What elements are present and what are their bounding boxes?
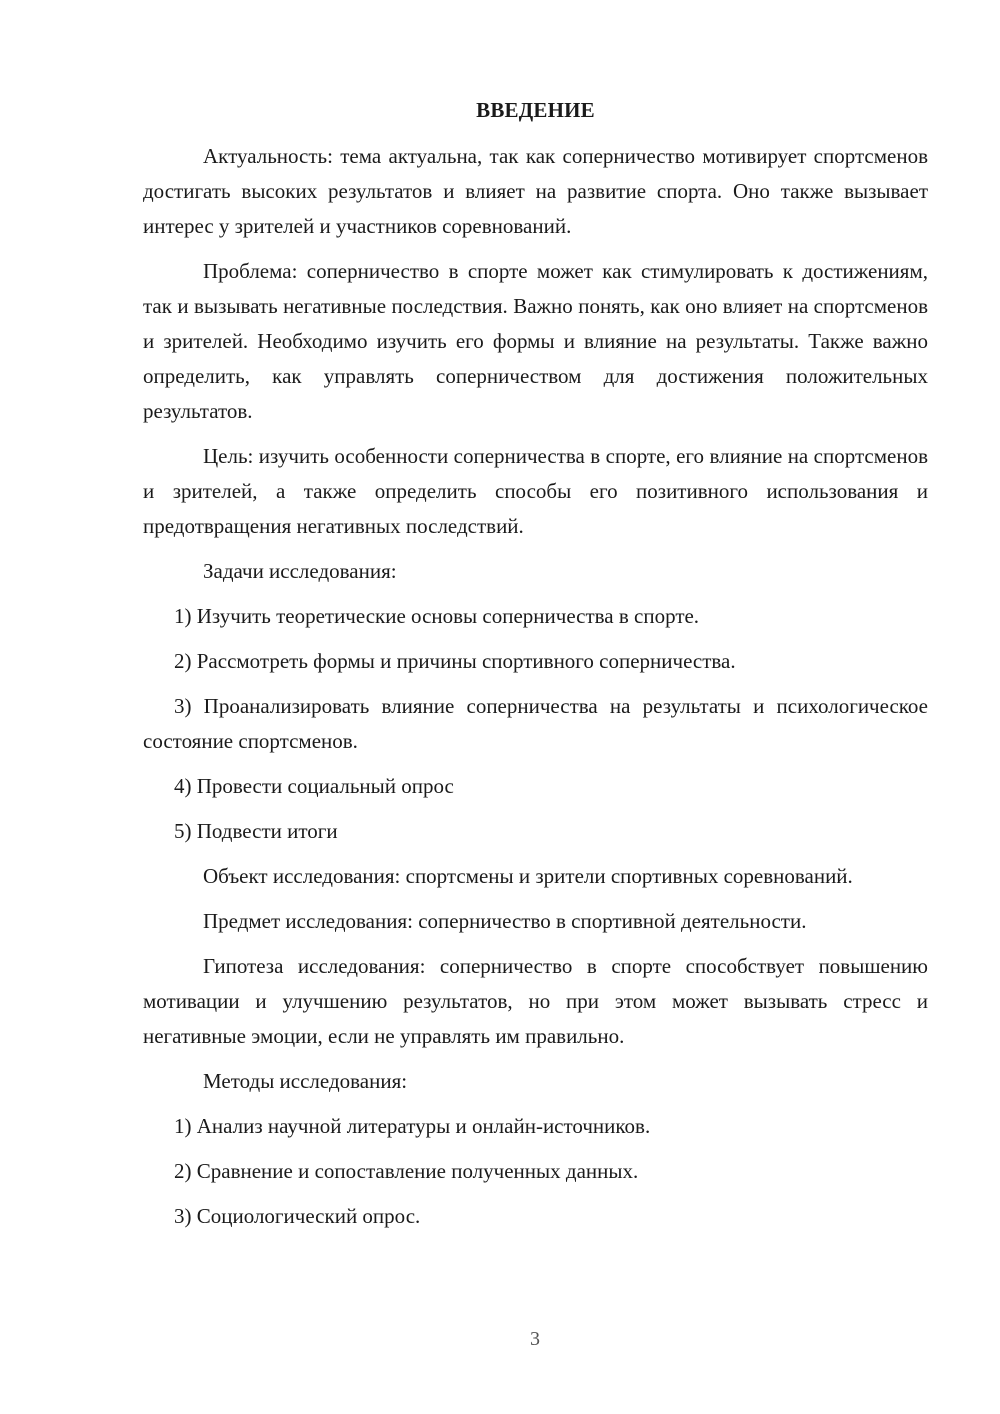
list-item-task-2: 2) Рассмотреть формы и причины спортивного соперничества.	[174, 649, 736, 673]
list-item-task-4: 4) Провести социальный опрос	[174, 774, 454, 798]
paragraph-hypothesis: Гипотеза исследования: соперничество в спорте способствует повышению мотивации и улучшению результатов, но при этом может вызывать стресс и негативные эмоции, если не управлять им правильно.	[143, 954, 928, 1048]
list-item-method-1: 1) Анализ научной литературы и онлайн-источников.	[174, 1114, 651, 1138]
list-item-task-5: 5) Подвести итоги	[174, 819, 338, 843]
list-item-method-2: 2) Сравнение и сопоставление полученных данных.	[174, 1159, 639, 1183]
document-body	[143, 93, 928, 1244]
page-number: 3	[530, 1328, 540, 1350]
paragraph-tasks-heading: Задачи исследования:	[203, 559, 397, 583]
list-item-task-3: 3) Проанализировать влияние соперничества на результаты и психологическое состояние спортсменов.	[143, 694, 928, 753]
paragraph-subject: Предмет исследования: соперничество в спортивной деятельности.	[203, 909, 807, 933]
section-title: ВВЕДЕНИЕ	[476, 98, 595, 122]
list-item-method-3: 3) Социологический опрос.	[174, 1204, 421, 1228]
paragraph-object: Объект исследования: спортсмены и зрители спортивных соревнований.	[203, 864, 853, 888]
list-item-task-1: 1) Изучить теоретические основы соперничества в спорте.	[174, 604, 700, 628]
paragraph-problem: Проблема: соперничество в спорте может как стимулировать к достижениям, так и вызывать негативные последствия. Важно понять, как оно влияет на спортсменов и зрителей. Необходимо изучить его формы и влияние на результаты. Также важно определить, как управлять соперничеством для достижения положительных результатов.	[143, 259, 928, 423]
paragraph-goal: Цель: изучить особенности соперничества в спорте, его влияние на спортсменов и зрителей, а также определить способы его позитивного использования и предотвращения негативных последствий.	[143, 444, 928, 538]
paragraph-relevance: Актуальность: тема актуальна, так как соперничество мотивирует спортсменов достигать высоких результатов и влияет на развитие спорта. Оно также вызывает интерес у зрителей и участников соревнований.	[143, 144, 928, 238]
paragraph-methods-heading: Методы исследования:	[203, 1069, 408, 1093]
